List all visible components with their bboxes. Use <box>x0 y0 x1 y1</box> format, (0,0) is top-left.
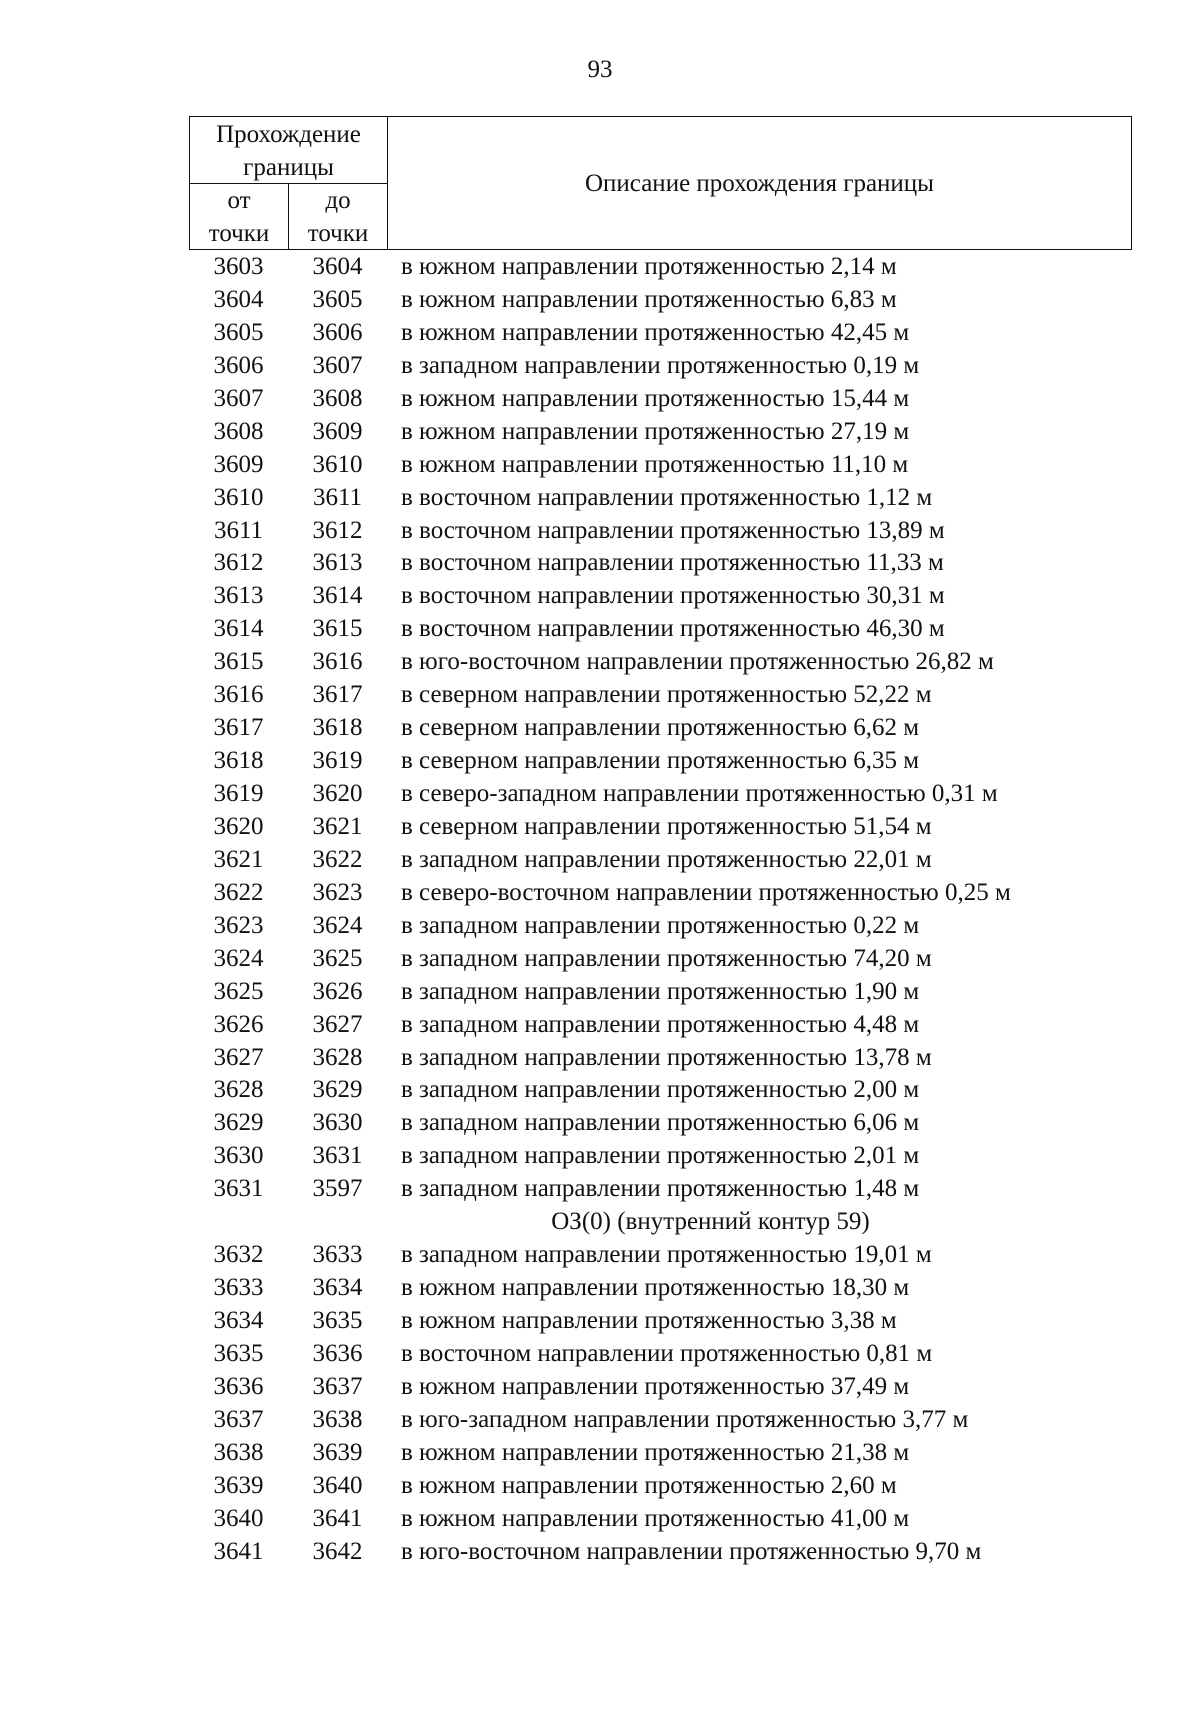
table-row <box>189 1140 1132 1173</box>
description-cell: в западном направлении протяженностью 1,90 м <box>401 977 920 1005</box>
description-cell: в западном направлении протяженностью 22,01 м <box>401 845 932 873</box>
from-point-cell: 3641 <box>213 1537 264 1565</box>
from-point-cell: 3615 <box>213 648 264 676</box>
from-point-cell: 3610 <box>213 483 264 511</box>
to-point-cell: 3640 <box>312 1471 363 1499</box>
description-cell: в южном направлении протяженностью 18,30 м <box>401 1274 910 1302</box>
table-row <box>189 1042 1132 1075</box>
header-from-point <box>190 184 289 249</box>
from-point-cell: 3608 <box>213 417 264 445</box>
header-description <box>388 117 1131 249</box>
table-row <box>189 1239 1132 1272</box>
from-point-cell: 3606 <box>213 351 264 379</box>
description-cell: в восточном направлении протяженностью 0,81 м <box>401 1339 933 1367</box>
table-row <box>189 976 1132 1009</box>
to-point-cell: 3642 <box>312 1537 363 1565</box>
to-point-cell: 3608 <box>312 384 363 412</box>
description-cell: в северном направлении протяженностью 52,22 м <box>401 681 932 709</box>
to-point-cell: 3611 <box>312 483 363 511</box>
to-point-cell: 3613 <box>312 549 363 577</box>
description-cell: в южном направлении протяженностью 2,60 м <box>401 1471 897 1499</box>
from-point-cell: 3639 <box>213 1471 264 1499</box>
from-point-cell: 3633 <box>213 1274 264 1302</box>
to-point-cell: 3604 <box>312 253 363 280</box>
header-boundary-passage <box>190 117 388 184</box>
to-point-cell: 3628 <box>312 1043 363 1071</box>
to-point-cell: 3624 <box>312 911 363 939</box>
to-point-cell: 3605 <box>312 285 363 313</box>
to-point-cell: 3618 <box>312 714 363 742</box>
description-cell: в южном направлении протяженностью 3,38 м <box>401 1307 897 1334</box>
to-point-cell: 3606 <box>312 318 363 346</box>
to-point-cell: 3626 <box>312 977 363 1005</box>
from-point-cell: 3630 <box>213 1142 264 1170</box>
description-cell: в восточном направлении протяженностью 11,33 м <box>401 549 944 577</box>
header-from-line2: точки <box>208 220 270 247</box>
description-cell: в северо-западном направлении протяженностью 0,31 м <box>401 780 998 807</box>
table-row <box>189 877 1132 910</box>
table-row <box>189 449 1132 482</box>
from-point-cell: 3614 <box>213 615 264 643</box>
table-row <box>189 778 1132 811</box>
from-point-cell: 3625 <box>213 977 264 1005</box>
description-cell: в западном направлении протяженностью 1,48 м <box>401 1175 920 1203</box>
to-point-cell: 3623 <box>312 878 363 906</box>
table-row <box>189 943 1132 976</box>
description-cell: в западном направлении протяженностью 19,01 м <box>401 1241 932 1269</box>
description-cell: в южном направлении протяженностью 41,00 м <box>401 1504 910 1532</box>
table-row <box>189 811 1132 844</box>
description-cell: в южном направлении протяженностью 11,10 м <box>401 450 909 478</box>
table-row <box>189 1173 1132 1206</box>
from-point-cell: 3609 <box>213 450 264 478</box>
description-cell: в юго-западном направлении протяженностью 3,77 м <box>401 1405 969 1433</box>
to-point-cell: 3607 <box>312 351 363 379</box>
table-row <box>189 416 1132 449</box>
to-point-cell: 3627 <box>312 1010 363 1038</box>
description-cell: в северо-восточном направлении протяженностью 0,25 м <box>401 878 1011 906</box>
to-point-cell: 3633 <box>312 1241 363 1269</box>
table-row <box>189 1074 1132 1107</box>
description-cell: в южном направлении протяженностью 2,14 м <box>401 253 897 280</box>
table-row <box>189 646 1132 679</box>
table-row <box>189 1536 1132 1569</box>
from-point-cell: 3640 <box>213 1504 264 1532</box>
table-row <box>189 745 1132 778</box>
to-point-cell: 3620 <box>312 780 363 807</box>
description-cell: в северном направлении протяженностью 6,62 м <box>401 714 920 742</box>
from-point-cell: 3617 <box>213 714 264 742</box>
from-point-cell: 3636 <box>213 1372 264 1400</box>
description-cell: в восточном направлении протяженностью 13,89 м <box>401 516 945 544</box>
description-cell: в западном направлении протяженностью 13,78 м <box>401 1043 932 1071</box>
table-row <box>189 350 1132 383</box>
to-point-cell: 3597 <box>312 1175 363 1203</box>
description-cell: в западном направлении протяженностью 74,20 м <box>401 944 932 972</box>
header-to-point <box>289 184 388 249</box>
to-point-cell: 3625 <box>312 944 363 972</box>
to-point-cell: 3619 <box>312 747 363 775</box>
description-cell: в южном направлении протяженностью 15,44 м <box>401 384 910 412</box>
description-cell: в западном направлении протяженностью 6,06 м <box>401 1109 920 1137</box>
table-row <box>189 317 1132 350</box>
header-passage-line1: Прохождение <box>216 121 361 148</box>
table-row <box>189 383 1132 416</box>
from-point-cell: 3627 <box>213 1043 264 1071</box>
table-row <box>189 1009 1132 1042</box>
description-cell: в западном направлении протяженностью 0,19 м <box>401 351 920 379</box>
table-row <box>189 1305 1132 1338</box>
to-point-cell: 3641 <box>312 1504 363 1532</box>
from-point-cell: 3635 <box>213 1339 264 1367</box>
table-row <box>189 712 1132 745</box>
to-point-cell: 3638 <box>312 1405 363 1433</box>
from-point-cell: 3629 <box>213 1109 264 1137</box>
description-cell: в восточном направлении протяженностью 46,30 м <box>401 615 945 643</box>
table-row <box>189 284 1132 317</box>
from-point-cell: 3634 <box>213 1307 264 1334</box>
description-cell: в западном направлении протяженностью 4,48 м <box>401 1010 920 1038</box>
description-cell: в западном направлении протяженностью 2,00 м <box>401 1076 920 1104</box>
table-row <box>189 251 1132 284</box>
description-cell: в южном направлении протяженностью 42,45 м <box>401 318 910 346</box>
table-row <box>189 547 1132 580</box>
description-cell: в юго-восточном направлении протяженностью 9,70 м <box>401 1537 982 1565</box>
table-row <box>189 1404 1132 1437</box>
table-header <box>189 116 1132 250</box>
table-row <box>189 515 1132 548</box>
table-row <box>189 1272 1132 1305</box>
description-cell: в южном направлении протяженностью 6,83 м <box>401 285 897 313</box>
to-point-cell: 3634 <box>312 1274 363 1302</box>
to-point-cell: 3637 <box>312 1372 363 1400</box>
table-row <box>189 1503 1132 1536</box>
description-cell: в северном направлении протяженностью 51,54 м <box>401 812 932 840</box>
from-point-cell: 3619 <box>213 780 264 807</box>
from-point-cell: 3605 <box>213 318 264 346</box>
to-point-cell: 3621 <box>312 812 363 840</box>
table-row <box>189 1107 1132 1140</box>
to-point-cell: 3636 <box>312 1339 363 1367</box>
from-point-cell: 3631 <box>213 1175 264 1203</box>
to-point-cell: 3630 <box>312 1109 363 1137</box>
from-point-cell: 3613 <box>213 582 264 610</box>
to-point-cell: 3635 <box>312 1307 363 1334</box>
from-point-cell: 3632 <box>213 1241 264 1269</box>
to-point-cell: 3610 <box>312 450 363 478</box>
from-point-cell: 3621 <box>213 845 264 873</box>
description-cell: в южном направлении протяженностью 37,49 м <box>401 1372 910 1400</box>
to-point-cell: 3615 <box>312 615 363 643</box>
table-row <box>189 1338 1132 1371</box>
to-point-cell: 3616 <box>312 648 363 676</box>
table-row <box>189 580 1132 613</box>
header-to-line2: точки <box>307 220 369 247</box>
description-cell: в восточном направлении протяженностью 1,12 м <box>401 483 933 511</box>
table-body <box>189 251 1132 1569</box>
to-point-cell: 3612 <box>312 516 363 544</box>
from-point-cell: 3638 <box>213 1438 264 1466</box>
to-point-cell: 3629 <box>312 1076 363 1104</box>
table-row <box>189 1470 1132 1503</box>
from-point-cell: 3611 <box>213 516 264 544</box>
table-row <box>189 910 1132 943</box>
table-row <box>189 844 1132 877</box>
from-point-cell: 3603 <box>213 253 264 280</box>
header-passage-line2: границы <box>243 154 334 181</box>
description-cell: в северном направлении протяженностью 6,35 м <box>401 747 920 775</box>
table-row <box>189 482 1132 515</box>
section-title: ОЗ(0) (внутренний контур 59) <box>551 1208 870 1236</box>
from-point-cell: 3628 <box>213 1076 264 1104</box>
from-point-cell: 3607 <box>213 384 264 412</box>
header-description-label: Описание прохождения границы <box>585 169 934 197</box>
to-point-cell: 3617 <box>312 681 363 709</box>
description-cell: в западном направлении протяженностью 2,01 м <box>401 1142 920 1170</box>
from-point-cell: 3616 <box>213 681 264 709</box>
from-point-cell: 3637 <box>213 1405 264 1433</box>
description-cell: в юго-восточном направлении протяженностью 26,82 м <box>401 648 994 676</box>
from-point-cell: 3622 <box>213 878 264 906</box>
header-to-line1: до <box>325 187 351 214</box>
table-row <box>189 1437 1132 1470</box>
page-number: 93 <box>587 56 613 83</box>
table-row <box>189 679 1132 712</box>
from-point-cell: 3620 <box>213 812 264 840</box>
table-row <box>189 1371 1132 1404</box>
header-from-line1: от <box>227 187 251 214</box>
to-point-cell: 3614 <box>312 582 363 610</box>
to-point-cell: 3631 <box>312 1142 363 1170</box>
to-point-cell: 3639 <box>312 1438 363 1466</box>
to-point-cell: 3609 <box>312 417 363 445</box>
from-point-cell: 3624 <box>213 944 264 972</box>
from-point-cell: 3626 <box>213 1010 264 1038</box>
from-point-cell: 3618 <box>213 747 264 775</box>
description-cell: в западном направлении протяженностью 0,22 м <box>401 911 920 939</box>
description-cell: в южном направлении протяженностью 27,19 м <box>401 417 910 445</box>
to-point-cell: 3622 <box>312 845 363 873</box>
from-point-cell: 3623 <box>213 911 264 939</box>
from-point-cell: 3604 <box>213 285 264 313</box>
description-cell: в южном направлении протяженностью 21,38 м <box>401 1438 910 1466</box>
table-row <box>189 613 1132 646</box>
from-point-cell: 3612 <box>213 549 264 577</box>
description-cell: в восточном направлении протяженностью 30,31 м <box>401 582 945 610</box>
